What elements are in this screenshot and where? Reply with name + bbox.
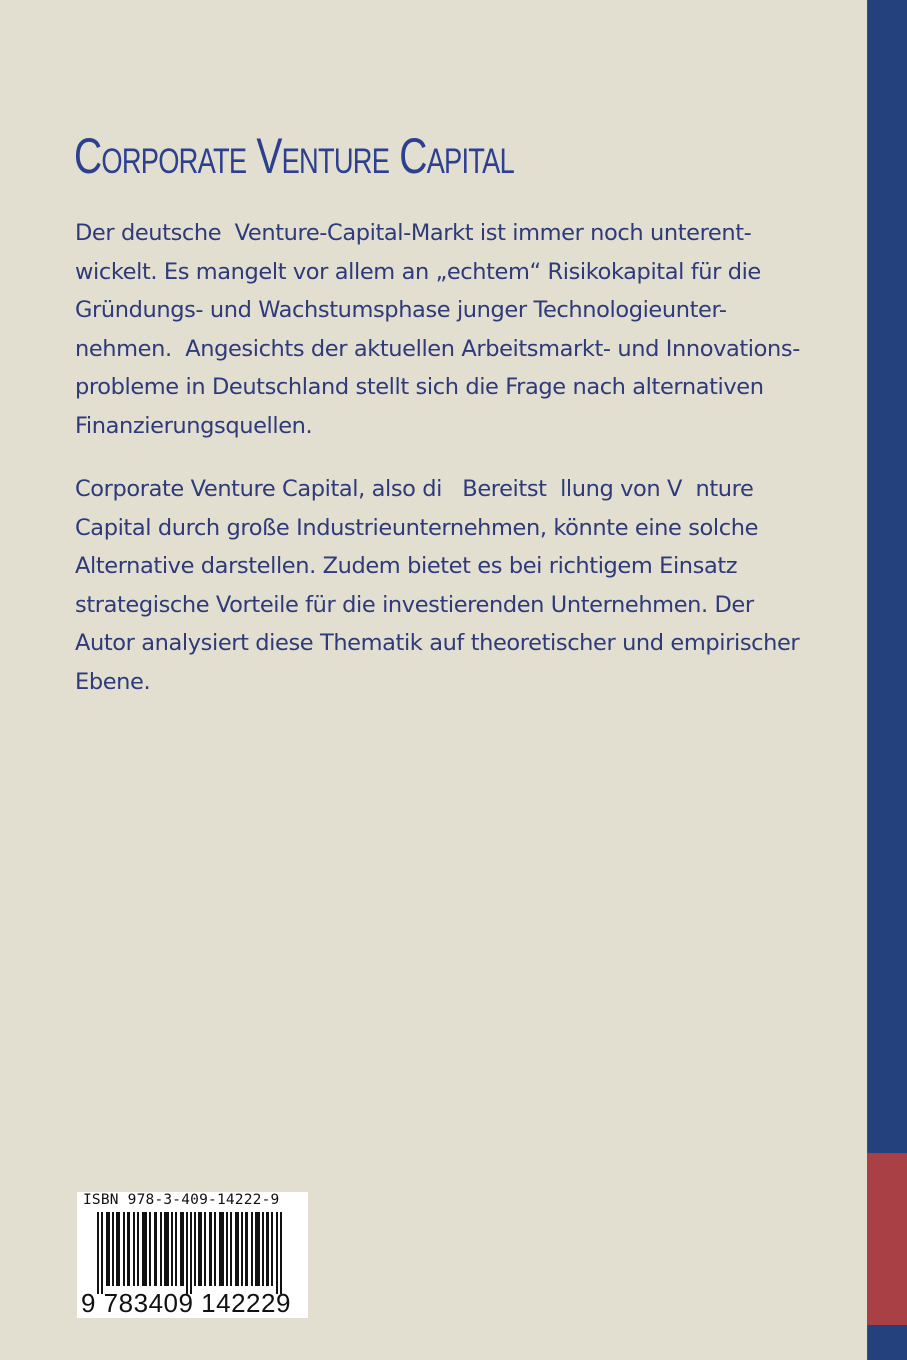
barcode-bars-icon [85,1212,300,1294]
text-line: Autor analysiert diese Thematik auf theoretischer und empirischer [75,630,800,656]
spine-red-band [867,1153,907,1325]
isbn-label: ISBN 978-3-409-14222-9 [83,1192,280,1208]
book-title: Corporate Venture Capital [74,128,514,184]
blurb-paragraph-1 [75,214,835,445]
text-line: Alternative darstellen. Zudem bietet es bei richtigem Einsatz [75,553,738,579]
text-line: strategische Vorteile für die investierenden Unternehmen. Der [75,591,754,618]
text-line: probleme in Deutschland stellt sich die Frage nach alternativen [75,374,764,400]
text-line: Capital durch große Industrieunternehmen, könnte eine solche [75,514,759,541]
text-line: Corporate Venture Capital, also di Bereitst llung von V nture [75,476,754,502]
text-line: Ebene. [75,668,151,695]
text-line: wickelt. Es mangelt vor allem an „echtem“ Risikokapital für die [75,258,761,285]
isbn-barcode [77,1192,308,1318]
ean-digits: 9 783409 142229 [81,1288,291,1318]
text-line: Finanzierungsquellen. [75,412,313,439]
text-line: Gründungs- und Wachstumsphase junger Technologieunter- [75,297,727,323]
blurb-paragraph-2 [75,470,835,701]
text-line: Der deutsche Venture-Capital-Markt ist immer noch unterent- [75,220,752,246]
text-line: nehmen. Angesichts der aktuellen Arbeitsmarkt- und Innovations- [75,335,800,362]
